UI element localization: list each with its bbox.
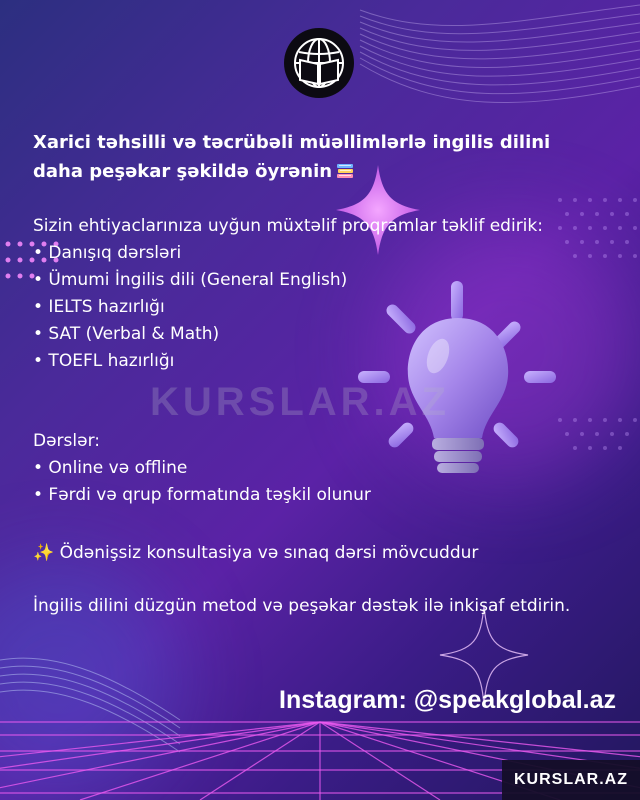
books-icon	[336, 163, 354, 179]
programs-intro: Sizin ehtiyaclarınıza uyğun müxtəlif proqramlar təklif edirik:	[33, 216, 543, 236]
curve-lines	[0, 658, 180, 752]
consultation-text: ✨ Ödənişsiz konsultasiya və sınaq dərsi mövcuddur	[33, 543, 479, 563]
program-item: • TOEFL hazırlığı	[33, 351, 175, 371]
watermark: KURSLAR.AZ	[150, 380, 450, 424]
headline-line-2-text: daha peşəkar şəkildə öyrənin	[33, 161, 333, 182]
programs-section	[33, 213, 593, 375]
wave-lines	[360, 5, 640, 103]
lesson-item: • Fərdi və qrup formatında təşkil olunur	[33, 485, 371, 505]
closing-note	[33, 593, 593, 620]
headline-line-1: Xarici təhsilli və təcrübəli müəllimlərlə ingilis dilini	[33, 132, 551, 153]
headline-line-2	[33, 157, 593, 186]
program-item: • SAT (Verbal & Math)	[33, 324, 220, 344]
instagram-handle: Instagram: @speakglobal.az	[279, 686, 616, 714]
lesson-item: • Online və offline	[33, 458, 188, 478]
lessons-section	[33, 428, 593, 509]
globe-book-logo-icon	[282, 26, 356, 100]
program-item: • Danışıq dərsləri	[33, 243, 182, 263]
headline	[33, 128, 593, 186]
consultation-note	[33, 540, 593, 567]
closing-text: İngilis dilini düzgün metod və peşəkar dəstək ilə inkişaf etdirin.	[33, 596, 571, 616]
program-item: • Ümumi İngilis dili (General English)	[33, 270, 348, 290]
program-item: • IELTS hazırlığı	[33, 297, 165, 317]
site-badge: KURSLAR.AZ	[502, 760, 640, 800]
lessons-title: Dərslər:	[33, 431, 100, 451]
